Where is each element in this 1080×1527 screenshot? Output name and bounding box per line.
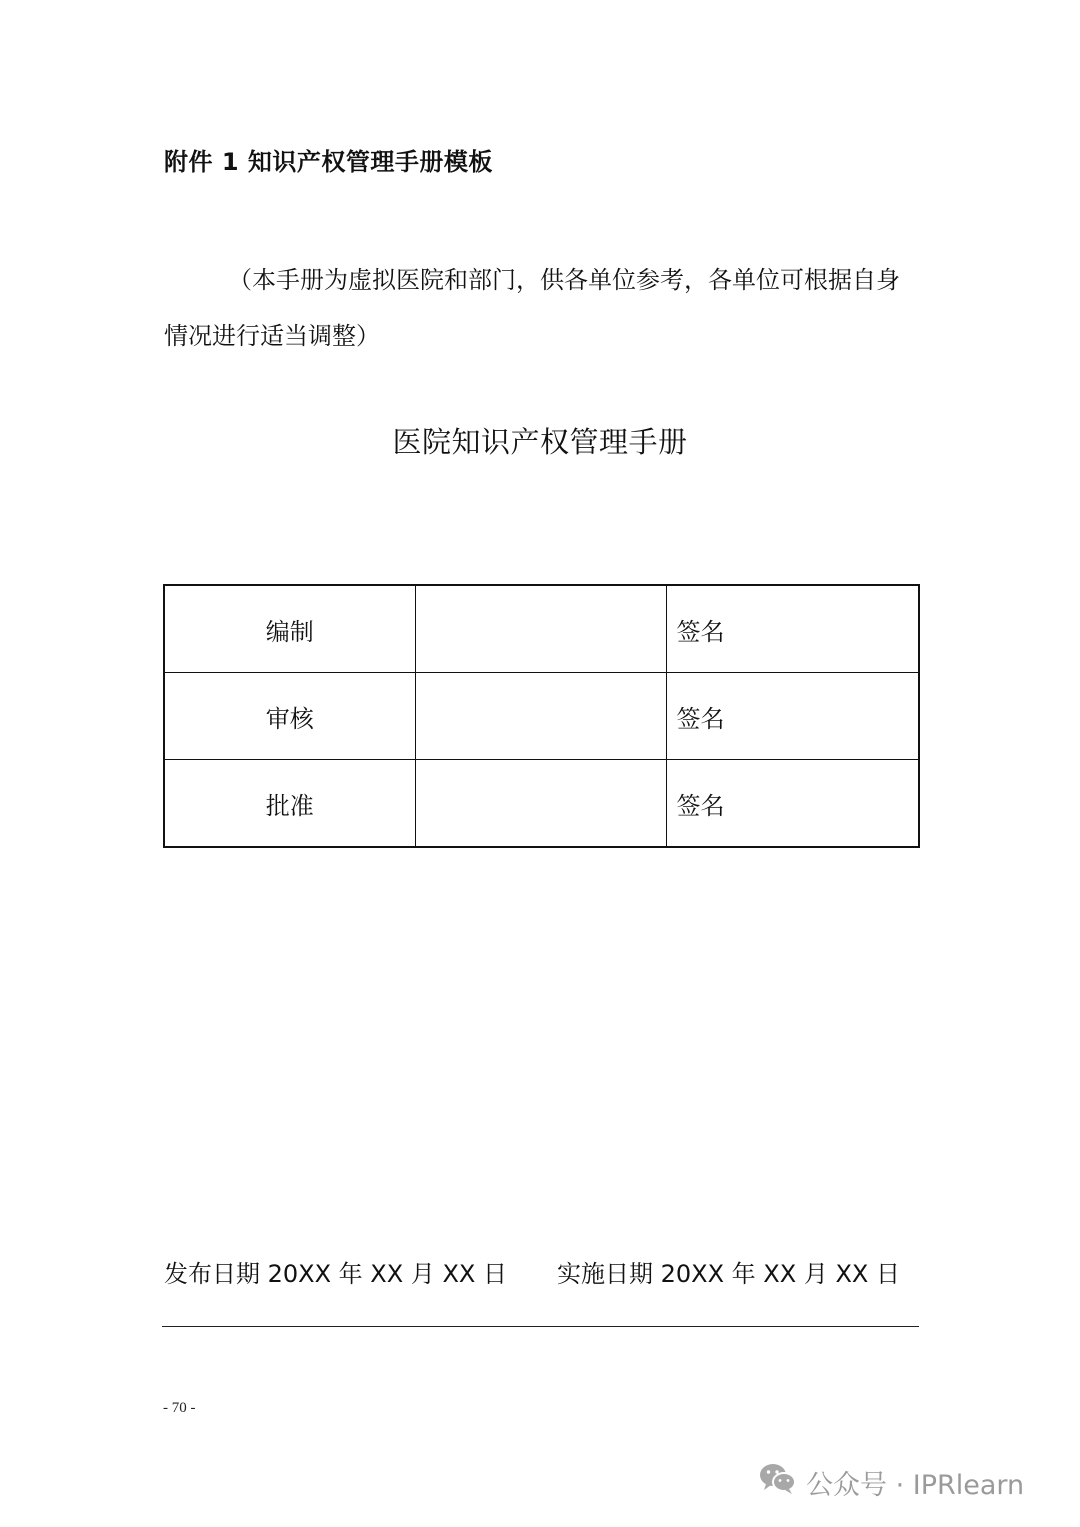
effective-date: 实施日期 20XX 年 XX 月 XX 日 [557,1260,900,1288]
table-row [164,673,919,760]
manual-title: 医院知识产权管理手册 [392,425,688,459]
table-row [164,585,919,673]
approval-table [163,584,920,848]
watermark [758,1462,1024,1502]
blank-cell [415,673,666,760]
wechat-icon [758,1462,806,1503]
signature-cell: 签名 [666,585,919,673]
footer-divider [162,1326,919,1327]
attachment-title: 附件 1 知识产权管理手册模板 [164,148,493,176]
signature-cell: 签名 [666,760,919,848]
role-cell: 编制 [164,585,415,673]
role-cell: 审核 [164,673,415,760]
page-number: - 70 - [163,1400,196,1416]
blank-cell [415,585,666,673]
table-row [164,760,919,848]
role-cell: 批准 [164,760,415,848]
signature-cell: 签名 [666,673,919,760]
publish-date: 发布日期 20XX 年 XX 月 XX 日 [164,1260,507,1288]
intro-paragraph: （本手册为虚拟医院和部门，供各单位参考，各单位可根据自身情况进行适当调整） [164,266,900,350]
blank-cell [415,760,666,848]
watermark-text: 公众号 · IPRlearn [806,1469,1025,1501]
